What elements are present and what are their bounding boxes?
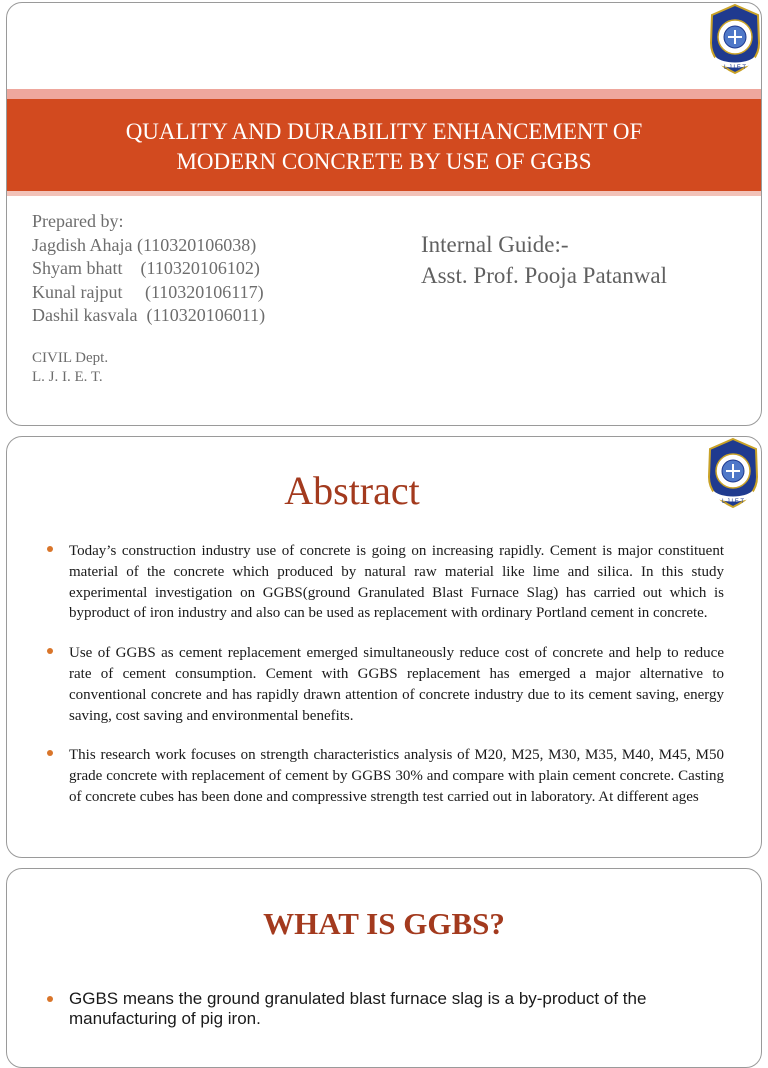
bullet-text: This research work focuses on strength characteristics analysis of M20, M25, M30, M35, M40, M45, M50 grade concrete with replacement of cement by GGBS 30% and compare with plain cement concrete. Casting of concrete cubes has been done and compressive strength test carried out in laboratory. At different ages — [69, 747, 724, 805]
author-item: Shyam bhatt (110320106102) — [32, 258, 260, 278]
list-item — [69, 745, 724, 807]
svg-text:L J I E T: L J I E T — [723, 65, 747, 71]
bullet-dot-icon — [47, 996, 53, 1002]
title-slide — [6, 2, 762, 426]
author-item: Dashil kasvala (110320106011) — [32, 305, 266, 325]
bullet-dot-icon — [47, 648, 53, 654]
guide-block — [421, 229, 667, 291]
college-crest-icon — [706, 3, 762, 75]
college-crest-icon — [704, 437, 762, 509]
slide-title — [7, 117, 761, 177]
title-line-2: MODERN CONCRETE BY USE OF GGBS — [176, 149, 592, 174]
what-is-ggbs-slide — [6, 868, 762, 1068]
list-item — [69, 541, 724, 624]
title-line-1: QUALITY AND DURABILITY ENHANCEMENT OF — [125, 119, 643, 144]
department-block — [32, 349, 108, 387]
list-item — [69, 643, 724, 726]
bullet-text: Use of GGBS as cement replacement emerged simultaneously reduce cost of concrete and help to reduce rate of cement consumption. Cement with GGBS replacement has emerged a major alternative to conventional concrete and has rapidly drawn attention of concrete industry due to its cement saving, energy saving, cost saving and environmental benefits. — [69, 645, 724, 724]
bullet-dot-icon — [47, 546, 53, 552]
guide-label: Internal Guide:- — [421, 232, 569, 257]
prepared-by-label: Prepared by: — [32, 211, 124, 231]
guide-name: Asst. Prof. Pooja Patanwal — [421, 263, 667, 288]
department-name: CIVIL Dept. — [32, 350, 109, 366]
ggbs-heading: WHAT IS GGBS? — [263, 906, 505, 941]
author-item: Jagdish Ahaja (110320106038) — [32, 234, 257, 255]
title-band-highlight — [7, 89, 761, 99]
institute-name: L. J. I. E. T. — [32, 369, 103, 385]
title-band-shadow — [7, 191, 761, 196]
bullet-dot-icon — [47, 750, 53, 756]
bullet-text: GGBS means the ground granulated blast furnace slag is a by-product of the manufacturing of pig iron. — [69, 989, 647, 1028]
author-item: Kunal rajput (110320106117) — [32, 281, 264, 302]
abstract-heading: Abstract — [284, 468, 420, 513]
bullet-text: Today’s construction industry use of concrete is going on increasing rapidly. Cement is major constituent material of the concrete which produced by natural raw material like lime and silica. In this study experimental investigation on GGBS(ground Granulated Blast Furnace Slag) has carried out which is byproduct of iron industry and also can be used as replacement with ordinary Portland cement in concrete. — [69, 543, 724, 622]
abstract-bullet-list — [69, 541, 724, 827]
svg-text:L J I E T: L J I E T — [721, 499, 745, 505]
authors-block — [32, 210, 265, 328]
list-item — [69, 989, 729, 1029]
abstract-slide — [6, 436, 762, 858]
